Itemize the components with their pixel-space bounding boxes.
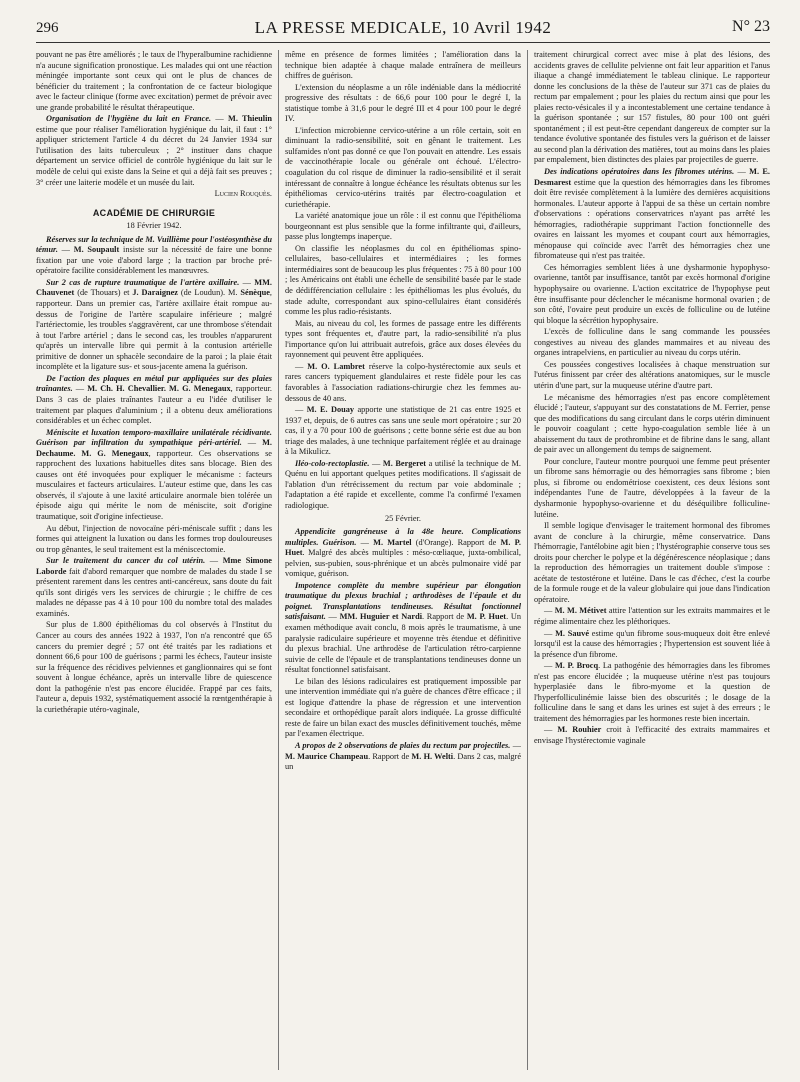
author: M. Bergeret — [382, 458, 427, 468]
article-axillary-artery: Sur 2 cas de rupture traumatique de l'artère axillaire. — MM. Chauvenet (de Thouars) et J. Daraignez (de Loudun). M. Sénèque, rapporteur. Dans un premier cas, l'artère axillaire était rompue au-dessus de l'origine de l'artère scapulaire inférieure ; malgré l'artériectomie, les troubles s'aggravèrent, car une thrombose s'étendait à tout l'arbre artériel ; dans le second cas, les troubles n'apparurent qu'après un intervalle libre qui permit à la contusion artérielle primitive de donner un sphacèle secondaire de la paroi ; la plaie était incomplète et la ligature sus- et sous-jacente amena la guérison. — [36, 277, 272, 372]
comment-metivet: — M. M. Métivet attire l'attention sur les extraits mammaires et le régime alimentaire chez les pléthoriques. — [534, 606, 770, 626]
session-date: 18 Février 1942. — [126, 221, 182, 231]
issue-number: N° 23 — [732, 18, 770, 35]
article-text: . Un examen méthodique avait conclu, 8 mois après le traumatisme, à une paralysie radiculaire supérieure et moyenne très étendue et définitive du plexus brachial. Une arthrodèse de l'articulation rétro-carpienne suivie de celle de l'épaule et de transplantations tendineuses donne un résultat fonctionnel satisfaisant. — [285, 612, 521, 675]
article-title: Méniscite et luxation temporo-maxillaire unilatérale récidivante. Guérison par infiltration du sympathique péri-artériel. — [36, 427, 272, 448]
comment-douay: — M. E. Douay apporte une statistique de 21 cas entre 1925 et 1937 et, depuis, de 6 autres cas sans une seule mort opératoire ; sur 20 cas, il y a 70 pour 100 de guérisons ; cette bonne série est due au bon triage des malades, à une technique parfaitement réglée et au drainage à la Mikulicz. — [285, 405, 521, 457]
article-brachial-plexus: Impotence complète du membre supérieur par élongation traumatique du plexus brachial ; arthrodèses de l'épaule et du poignet. Transplantations tendineuses. Résultat fonctionnel satisfaisant. — MM. Huguier et Nardi. Rapport de M. P. Huet. Un examen méthodique avait conclu, 8 mois après le traumatisme, à une paralysie radiculaire supérieure et moyenne très étendue et définitive du plexus brachial. Une arthrodèse de l'articulation rétro-carpienne suivie de celle de l'épaule et de transplantations tendineuses donne un résultat fonctionnel satisfaisant. — [285, 580, 521, 675]
article-text: estime que la question des hémorragies dans les fibromes doit être revisée complètement à la lumière des dernières acquisitions hormonales. L'auteur apporte à l'appui de sa thèse un certain nombre d'observations : opérations conservatrices n'ayant pas arrêté les hémorragies, radiothérapie supprimant l'action fonctionnelle des ovaires en laissant les myomes et coupant court aux hémorragies, ménopause qui coïncide avec l'arrêt des hémorragies chez une fibromateuse qui n'est pas traitée. — [534, 177, 770, 261]
paragraph: Au début, l'injection de novocaïne péri-méniscale suffit ; dans les formes qui atteignent la luxation ou dans les formes trop douloureuses ou trop gênantes, le seul traitement est la méniscectomie. — [36, 523, 272, 554]
article-text: . Malgré des abcès multiples : méso-cœliaque, juxta-ombilical, pelvien, sus-pubien, sous-phrénique et un abcès pulmonaire vidé par vomique, guérison. — [285, 548, 521, 579]
article-title: Iléo-colo-rectoplastie. — [295, 458, 370, 468]
paragraph: Ces poussées congestives localisées à chaque menstruation sur l'utérus finissent par créer des altérations anatomiques, sur le muscle utérin d'une part, sur la muqueuse utérine d'autre part. — [534, 359, 770, 390]
journal-title: LA PRESSE MEDICALE, 10 Avril 1942 — [254, 18, 552, 37]
article-meniscitis: Méniscite et luxation temporo-maxillaire unilatérale récidivante. Guérison par infiltration du sympathique péri-artériel. — M. Dechaume. M. G. Menegaux, rapporteur. Ces observations se rapprochent des luxations habituelles dites sans blocage. Bien des causes ont été invoquées pour expliquer le mécanisme : facteurs musculaires et facteurs articulaires. L'auteur estime que, dans les cas observés, il s'ajoute à une laxité articulaire anormale bien tolérée un épisode aigu qui mérite le nom de méniscite, soit d'origine traumatique, soit d'origine infectieuse. — [36, 427, 272, 521]
article-title: Réserves sur la technique de M. Vuillième pour l'ostéosynthèse du témur. — [36, 234, 272, 255]
paragraph: La variété anatomique joue un rôle : il est connu que l'épithélioma bourgeonnant est plus sensible que la forme infiltrante qui, d'ailleurs, passe plus longtemps inaperçue. — [285, 211, 521, 242]
article-text: , rapporteur. Ces observations se rapprochent des luxations habituelles dites sans blocage. Bien des causes ont été invoquées pour expliquer le mécanisme : facteurs musculaires et facteurs articulaires. L'auteur estime que, dans les cas observés, il s'ajoute à une laxité articulaire anormale bien tolérée un épisode aigu qui mérite le nom de méniscite, soit d'origine traumatique, soit d'origine infectieuse. — [36, 448, 272, 521]
article-cervical-cancer: Sur le traitement du cancer du col utérin. — Mme Simone Laborde fait d'abord remarquer que nombre de malades du stade I se présentent rarement dans les centres anti-cancéreux, sans doute du fait qu'ils sont dirigés vers les services de chirurgie ; le chiffre de ces malades ne dépasse pas 4 à 10 pour 100 du nombre total des malades examinés. — [36, 556, 272, 618]
author: Mme Simone Laborde — [36, 556, 272, 576]
paragraph: On classifie les néoplasmes du col en épithéliomas spino-cellulaires, baso-cellulaires et intermédiaires ; les formes intermédiaires sont de beaucoup les plus fréquentes : 75 à 80 pour 100 ; les Américains ont établi une échelle de sensibilité basée par le stade de dédifférenciation cellulaire : les épithéliomas les plus évolués, du stade adulte, correspondant aux spino-cellulaires étant considérés comme les plus radio-résistants. — [285, 243, 521, 317]
article-milk-hygiene: Organisation de l'hygiène du lait en France. — M. Thieulin estime que pour réaliser l'amélioration hygiénique du lait, il faut : 1° appliquer strictement l'article 4 du décret du 24 Janvier 1934 sur l'utilisation des laits tuberculeux ; 2° instituer dans chaque département un service officiel de contrôle hygiénique du lait sur le modèle de celui qui existe dans la Seine et qui a déjà fait ses preuves ; 3° créer une laiterie modèle et un musée du lait. — [36, 114, 272, 187]
article-text: a utilisé la technique de M. Quénu en lui apportant quelques petites modifications. Il s'agissait de l'ablation d'un rétrécissement du rectum par voie abdominale ; l'adaptation a été rapide et excellente, comme l'a confirmé l'examen radiologique. — [285, 458, 521, 510]
column-1 — [36, 50, 272, 1076]
paragraph: Il semble logique d'envisager le traitement hormonal des fibromes avant de conclure à la chirurgie, même conservatrice. Dans l'hémorragie, l'antélobine agit bien ; l'hystérographie conserve tous ses droits pour chercher le polype et la dégénérescence néoplasique ; dans la reproduction des hémorragies un traitement double s'impose : acétate de testostérone et lutéine. Dans le cas d'échec, c'est la courbe de la formule rouge et de la valeur globulaire qui joue dans l'indication opératoire. — [534, 521, 770, 604]
article-text: estime qu'un fibrome sous-muqueux doit être enlevé lorsqu'il est la cause des hémorragies ; l'hypertension est souvent liée à la présence d'un fibrome. — [534, 628, 770, 659]
article-fibromas: Des indications opératoires dans les fibromes utérins. — M. E. Desmarest estime que la question des hémorragies dans les fibromes doit être revisée complètement à la lumière des dernières acquisitions hormonales. L'auteur apporte à l'appui de sa thèse un certain nombre d'observations : opérations conservatrices n'ayant pas arrêté les hémorragies, radiothérapie supprimant l'action fonctionnelle des ovaires en laissant les myomes et coupant court aux hémorragies, ménopause qui coïncide avec l'arrêt des hémorragies chez une fibromateuse qui n'est pas traitée. — [534, 167, 770, 261]
article-title: Appendicite gangréneuse à la 48e heure. Complications multiples. Guérison. — [285, 527, 521, 547]
article-text: (d'Orange). Rapport de — [411, 537, 501, 547]
author: M. E. Desmarest — [534, 167, 770, 187]
article-text: . Dans 2 cas, malgré un — [285, 751, 521, 772]
article-title: Impotence complète du membre supérieur par élongation traumatique du plexus brachial ; arthrodèses de l'épaule et du poignet. Transplantations tendineuses. Résultat fonctionnel satisfaisant. — [285, 580, 521, 622]
article-text: . La pathogénie des hémorragies dans les fibromes n'est pas encore élucidée ; la muqueuse utérine n'est pas toujours hyperplasiée dans le fibro-myome et la question de l'hyperfolliculinémie laisse bien des obscurités ; le dosage de la folliculine dans le sang et dans les urines est sujet à des erreurs ; le traitement des hémorragies par les hormones reste bien incertain. — [534, 661, 770, 723]
author: M. Ch. H. Chevallier. M. G. Menegaux — [87, 384, 231, 394]
article-text: . Rapport de — [422, 612, 467, 622]
article-appendicitis: Appendicite gangréneuse à la 48e heure. Complications multiples. Guérison. — M. Martel (d'Orange). Rapport de M. P. Huet. Malgré des abcès multiples : méso-cœliaque, juxta-ombilical, pelvien, sus-pubien, sous-phrénique et un abcès pulmonaire vidé par vomique, guérison. — [285, 527, 521, 579]
paragraph: Sur plus de 1.800 épithéliomas du col observés à l'Institut du Cancer au cours des années 1922 à 1937, l'on n'a rencontré que 65 cancers du premier degré ; 57 ont été traités par les radiations et donnent 66,6 pour 100 de guérisons ; parmi les échecs, l'auteur insiste sur la fréquence des récidives pelviennes et ganglionnaires qui se font souvent à longue échéance, après un intervalle libre de quiescence dont la pathogénie n'est pas encore élucidée. Frappé par ces faits, l'auteur a, depuis 1932, systématiquement associé la rœntgenthérapie à la curiethérapie utéro-vaginale, — [36, 620, 272, 714]
article-text: insiste sur la nécessité de faire une bonne fixation par une voie d'abord large ; la traction par broche pré-opératoire facilite considérablement les manœuvres. — [36, 245, 272, 276]
signature: Lucien Rouquès. — [214, 189, 272, 199]
article-text: apporte une statistique de 21 cas entre 1925 et 1937 et, depuis, de 6 autres cas sans une seule mort opératoire ; sur 20 cas, il y a 70 pour 100 de guérisons ; cette bonne série est due au bon triage des malades, à une technique parfaitement réglée et au drainage à la Mikulicz. — [285, 405, 521, 457]
paragraph: Mais, au niveau du col, les formes de passage entre les différents types sont fréquentes et, d'autre part, la radio-sensibilité n'a plus l'importance qu'on lui attribuait autrefois, grâce aux doses élevées du rayonnement qui peuvent être appliquées. — [285, 318, 521, 360]
article-text: (de Thouars) et — [74, 288, 133, 298]
article-text: attire l'attention sur les extraits mammaires et le régime alimentaire chez les pléthoriques. — [534, 606, 770, 626]
page-number: 296 — [36, 20, 59, 36]
author: M. Martel — [373, 537, 412, 547]
author: M. E. Douay — [306, 405, 355, 415]
paragraph: Le mécanisme des hémorragies n'est pas encore complètement élucidé ; l'auteur, s'appuyant sur des constatations de M. Ferrier, pense que des modifications du sang circulant dans le corps utérin diminuent le pouvoir coagulant ; cette hypo-coagulation semble liée à un abaissement du taux de prothrombine et de fibrine dans le sang, allant de pair avec un allongement du temps de saignement. — [534, 392, 770, 455]
page-header — [36, 18, 770, 43]
paragraph: L'extension du néoplasme a un rôle indéniable dans la médiocrité progressive des résultats : de 66,6 pour 100 pour le degré I, la statistique tombe à 31,6 pour le degré III et 4 pour 100 pour le degré IV. — [285, 82, 521, 124]
article-text: croit à l'efficacité des extraits mammaires et envisage l'hystérectomie vaginale — [534, 725, 770, 745]
paragraph: Ces hémorragies semblent liées à une dysharmonie hypophyso-ovarienne, tantôt par insuffisance, tantôt par excès hormonal d'origine hypophysaire ou ovarienne. L'action excitatrice de l'hypophyse peut être insuffisante pour déclencher le mécanisme hormonal ovarien ; de son côté, l'ovaire peut produire un excès de folliculine ou de lutéine qui bloque la sécrétion hypophysaire. — [534, 262, 770, 325]
author: M. P. Brocq — [554, 661, 599, 671]
column-divider — [527, 50, 528, 1070]
article-text: estime que pour réaliser l'amélioration hygiénique du lait, il faut : 1° appliquer strictement l'article 4 du décret du 24 Janvier 1934 sur l'utilisation des laits tuberculeux ; 2° instituer dans chaque département un service officiel de contrôle hygiénique du lait sur le modèle de celui qui existe dans la Seine et qui a déjà fait ses preuves ; 3° créer une laiterie modèle et un musée du lait. — [36, 124, 272, 187]
article-text: (de Loudun). M. — [177, 288, 241, 298]
author: MM. Huguier et Nardi — [339, 612, 423, 622]
author: M. Thieulin — [227, 114, 272, 124]
article-text: , rapporteur. Dans un premier cas, l'artère axillaire était rompue au-dessus de l'origine de l'artère scapulaire inférieure ; malgré l'artériectomie, les troubles s'aggravèrent, car une thrombose s'étendait à tout l'arbre artériel ; dans le second cas, les troubles n'apparurent qu'après un intervalle libre qui permit à la contusion artérielle primitive de donner un sphacèle secondaire de la paroi ; la plaie était incomplète et la ligature sus- et sous-jacente amena la guérison. — [36, 288, 272, 372]
article-title: A propos de 2 observations de plaies du rectum par projectiles. — [295, 741, 511, 750]
paragraph: Pour conclure, l'auteur montre pourquoi une femme peut présenter un fibrome sans hémorragie ou des hémorragies sans fibrome ; bien plus, si fibrome ou endométriose coexistent, ces deux lésions sont indépendantes l'une de l'autre, développées à la faveur de la dysharmonie hypophyso-ovarienne et du déséquilibre folliculine-lutéine. — [534, 456, 770, 519]
author: Sénèque — [240, 288, 270, 298]
article-title: Sur le traitement du cancer du col utérin. — [46, 556, 206, 566]
article-title: Organisation de l'hygiène du lait en France. — [46, 114, 212, 124]
session-date: 25 Février. — [385, 513, 421, 523]
section-heading: ACADÉMIE DE CHIRURGIE — [92, 207, 216, 218]
column-3 — [534, 50, 770, 1076]
comment-rouhier: — M. Rouhier croit à l'efficacité des extraits mammaires et envisage l'hystérectomie vaginale — [534, 725, 770, 745]
comment-sauve: — M. Sauvé estime qu'un fibrome sous-muqueux doit être enlevé lorsqu'il est la cause des hémorragies ; l'hypertension est souvent liée à la présence d'un fibrome. — [534, 628, 770, 659]
paragraph: pouvant ne pas être améliorés ; le taux de l'hyperalbumine rachidienne n'a aucune signification pronostique. Les malades qui ont une réaction méningée importante sont ceux qui ont le plus de chances de bénéficier du traitement ; la confrontation de ce facteur biologique avec le facteur clinique (forme avec excitation) permet de prévoir avec une grande probabilité le résultat thérapeutique. — [36, 50, 272, 112]
author: M. Maurice Champeau — [285, 751, 369, 761]
article-text: , rapporteur. Dans 3 cas de plaies traînantes l'auteur a eu l'idée d'utiliser le traitement par plaques d'aluminium ; il a obtenu deux améliorations considérables et un échec complet. — [36, 384, 272, 426]
author: MM. Chauvenet — [36, 277, 272, 298]
author: M. H. Welti — [411, 751, 454, 761]
author: M. Dechaume. M. G. Menegaux — [36, 438, 272, 458]
article-text: réserve la colpo-hystérectomie aux seuls et rares cancers typiquement glandulaires et reste fidèle pour les cas favorables à l'association radiations-chirurgie chez les femmes au-dessous de 40 ans. — [285, 361, 521, 403]
article-title: Des indications opératoires dans les fibromes utérins. — [544, 167, 735, 177]
comment-lambret: — M. O. Lambret réserve la colpo-hystérectomie aux seuls et rares cancers typiquement glandulaires et reste fidèle pour les cas favorables à l'association radiations-chirurgie chez les femmes au-dessous de 40 ans. — [285, 361, 521, 403]
article-text: fait d'abord remarquer que nombre de malades du stade I se présentent rarement dans les centres anti-cancéreux, sans doute du fait qu'ils sont dirigés vers les services de chirurgie ; le chiffre de ces malades ne dépasse pas 4 à 10 pour 100 du nombre total des malades examinés. — [36, 566, 272, 618]
author: J. Daraignez — [132, 288, 178, 298]
article-rectum-wounds: A propos de 2 observations de plaies du rectum par projectiles. — M. Maurice Champeau. Rapport de M. H. Welti. Dans 2 cas, malgré un — [285, 741, 521, 772]
author: M. O. Lambret — [307, 361, 365, 371]
author: M. P. Huet — [466, 612, 507, 622]
article-title: Sur 2 cas de rupture traumatique de l'artère axillaire. — [46, 277, 240, 287]
comment-brocq: — M. P. Brocq. La pathogénie des hémorragies dans les fibromes n'est pas encore élucidée ; la muqueuse utérine n'est pas toujours hyperplasiée dans le fibro-myome et la question de l'hyperfolliculinémie laisse bien des obscurités ; le dosage de la folliculine dans le sang et dans les urines est sujet à des erreurs ; le traitement des hémorragies par les hormones reste bien incertain. — [534, 661, 770, 723]
column-divider — [278, 50, 279, 1070]
author: M. Sauvé — [555, 628, 590, 638]
article-osteosynthesis: Réserves sur la technique de M. Vuillième pour l'ostéosynthèse du témur. — M. Soupault insiste sur la nécessité de faire une bonne fixation par une voie d'abord large ; la traction par broche pré-opératoire facilite considérablement les manœuvres. — [36, 234, 272, 276]
article-ileo-colo: Iléo-colo-rectoplastie. — M. Bergeret a utilisé la technique de M. Quénu en lui apportant quelques petites modifications. Il s'agissait de l'ablation d'un rétrécissement du rectum par voie abdominale ; l'adaptation a été rapide et excellente, comme l'a confirmé l'examen radiologique. — [285, 458, 521, 510]
paragraph: L'excès de folliculine dans le sang commande les poussées congestives au niveau des glandes mammaires et au niveau des organes intrapelviens, en particulier au niveau du corps utérin. — [534, 327, 770, 358]
author: M. Rouhier — [557, 725, 602, 735]
author: M. Soupault — [73, 245, 120, 255]
paragraph: même en présence de formes limitées ; l'amélioration dans la technique bien adaptée à chaque malade entraînera de meilleurs chiffres de guérison. — [285, 50, 521, 81]
article-title: De l'action des plaques en métal pur appliquées sur des plaies traînantes. — [36, 373, 272, 394]
paragraph: Le bilan des lésions radiculaires est pratiquement impossible par une intervention immédiate qui n'a guère de chances d'être efficace ; il est logique d'attendre la phase de régression et une intervention secondaire et orthopédique paraît alors indiquée. La grosse difficulté reste de faire un bilan exact des muscles définitivement touchés, même par l'examen électrique. — [285, 676, 521, 739]
paragraph: L'infection microbienne cervico-utérine a un rôle certain, soit en diminuant la radio-sensibilité, soit en gênant le traitement. Les sulfamides n'ont pas donné ce que l'on pouvait en attendre. Les essais de vaccinothérapie locale ou générale ont échoué. L'électro-coagulation du col risque de diminuer la radio-sensibilité et il serait intéressant de connaître à longue échéance les résultats obtenus sur les épithéliomas cervico-utérins traités par électro-coagulation et curiethérapie. — [285, 125, 521, 209]
column-2 — [285, 50, 521, 1076]
author: M. M. Métivet — [554, 606, 607, 616]
article-metal-plates: De l'action des plaques en métal pur appliquées sur des plaies traînantes. — M. Ch. H. Chevallier. M. G. Menegaux, rapporteur. Dans 3 cas de plaies traînantes l'auteur a eu l'idée d'utiliser le traitement par plaques d'aluminium ; il a obtenu deux améliorations considérables et un échec complet. — [36, 373, 272, 426]
author: M. P. Huet — [285, 537, 521, 558]
article-text: . Rapport de — [368, 751, 412, 761]
paragraph: traitement chirurgical correct avec mise à plat des lésions, des accidents graves de cellulite pelvienne ont fait leur apparition et l'anus iliaque a changé immédiatement le tableau clinique. Le rapporteur donne les conclusions de la thèse de l'auteur sur 371 cas de plaies du rectum par empalement ; pour les plaies du rectum ainsi que pour les plaies recto-vésicales il y a incontestablement une certaine tendance à la guérison spontanée ; sur 157 fistules, 80 pour 100 ont guéri spontanément ; il est peut-être cependant dangereux de compter sur la tendance évolutive spontanée des fistules vers la guérison et de laisser au second plan la dérivation des matières, tout au moins dans les plaies par empalement, bien distinctes des plaies par projectiles de guerre. — [534, 50, 770, 165]
